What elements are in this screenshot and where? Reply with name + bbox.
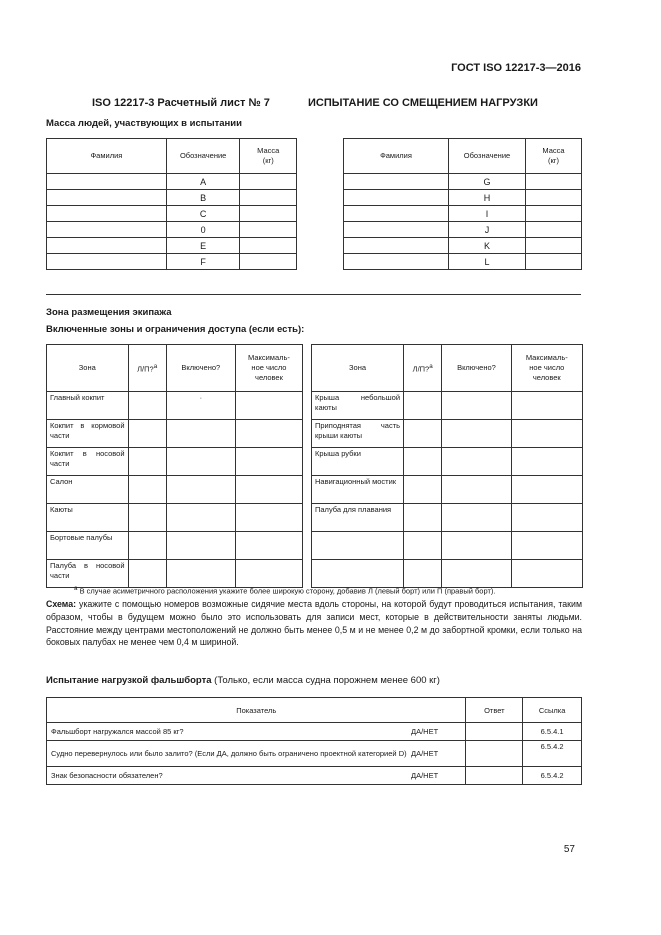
- lr-cell[interactable]: [404, 392, 442, 420]
- zone-cell: Каюты: [47, 504, 129, 532]
- table-row: [47, 741, 582, 767]
- included-cell[interactable]: [442, 420, 511, 448]
- table-row: [312, 560, 583, 588]
- zone-cell: Палуба для плавания: [312, 504, 404, 532]
- footnote: $^а$ В случае асиметричного расположения укажите более широкую сторону, добавив Л (левый борт) или П (правый борт).: [74, 585, 496, 596]
- table-row: [47, 532, 303, 560]
- included-cell[interactable]: [442, 504, 511, 532]
- max-cell[interactable]: [511, 532, 582, 560]
- table-row: [47, 222, 297, 238]
- col-zone: Зона: [312, 345, 404, 392]
- lr-cell[interactable]: [128, 420, 166, 448]
- mass-cell[interactable]: [240, 222, 297, 238]
- max-cell[interactable]: [511, 392, 582, 420]
- included-cell[interactable]: [442, 476, 511, 504]
- mass-cell[interactable]: [526, 222, 582, 238]
- lr-cell[interactable]: [128, 532, 166, 560]
- max-cell[interactable]: [235, 448, 302, 476]
- lr-cell[interactable]: [404, 532, 442, 560]
- mass-cell[interactable]: [240, 254, 297, 270]
- col-indicator: Показатель: [47, 698, 466, 723]
- lr-cell[interactable]: [404, 560, 442, 588]
- lr-cell[interactable]: [128, 504, 166, 532]
- mass-cell[interactable]: [240, 238, 297, 254]
- name-cell[interactable]: [344, 206, 449, 222]
- crew-subheading: Включенные зоны и ограничения доступа (если есть):: [46, 324, 305, 335]
- col-reference: Ссылка: [523, 698, 582, 723]
- max-cell[interactable]: [511, 504, 582, 532]
- table-row: [47, 174, 297, 190]
- section-divider: [46, 294, 581, 295]
- col-mass: Масса (кг): [240, 139, 297, 174]
- indicator-cell: Фальшборт нагружался массой 85 кг? ДА/НЕТ: [47, 723, 466, 741]
- lr-cell[interactable]: [404, 448, 442, 476]
- symbol-cell: J: [449, 222, 526, 238]
- zone-cell: Бортовые палубы: [47, 532, 129, 560]
- crew-heading: Зона размещения экипажа: [46, 307, 172, 318]
- sheet-title: ISO 12217-3 Расчетный лист № 7: [92, 97, 270, 109]
- reference-cell: 6.5.4.2: [523, 767, 582, 785]
- symbol-cell: I: [449, 206, 526, 222]
- reference-cell: 6.5.4.1: [523, 723, 582, 741]
- bulwark-heading: Испытание нагрузкой фальшборта (Только, если масса судна порожнем менее 600 кг): [46, 675, 440, 686]
- table-row: [47, 504, 303, 532]
- name-cell[interactable]: [344, 238, 449, 254]
- name-cell[interactable]: [344, 190, 449, 206]
- lr-cell[interactable]: [404, 476, 442, 504]
- table-row: [344, 206, 582, 222]
- col-included: Включено?: [442, 345, 511, 392]
- symbol-cell: K: [449, 238, 526, 254]
- schema-paragraph: Схема: укажите с помощью номеров возможные сидячие места вдоль стороны, на которой будут проводиться испытания, таким образом, чтобы в будущем можно было это использовать для записи мест, которые в действительности заняты людьми. Расстояние между центрами местоположений не должно быть менее 0,5 м и не менее 0,2 м до забортной кромки, если только на боковых палубах не менее чем 0,4 м шириной.: [46, 599, 582, 648]
- name-cell[interactable]: [47, 206, 167, 222]
- max-cell[interactable]: [235, 532, 302, 560]
- name-cell[interactable]: [47, 238, 167, 254]
- mass-heading: Масса людей, участвующих в испытании: [46, 118, 242, 129]
- zone-cell: Салон: [47, 476, 129, 504]
- included-cell[interactable]: [442, 448, 511, 476]
- col-symbol: Обозначение: [166, 139, 240, 174]
- table-row: [47, 392, 303, 420]
- table-row: [47, 723, 582, 741]
- answer-cell[interactable]: [466, 741, 523, 767]
- table-row: [47, 476, 303, 504]
- col-answer: Ответ: [466, 698, 523, 723]
- name-cell[interactable]: [47, 254, 167, 270]
- included-cell[interactable]: [166, 448, 235, 476]
- zone-cell: Палуба в носовой части: [47, 560, 129, 588]
- col-lr: Л/П?$^а$: [404, 345, 442, 392]
- table-row: [312, 420, 583, 448]
- max-cell[interactable]: [511, 476, 582, 504]
- name-cell[interactable]: [344, 174, 449, 190]
- table-row: [47, 206, 297, 222]
- mass-cell[interactable]: [240, 190, 297, 206]
- mass-table-left: [46, 138, 297, 270]
- name-cell[interactable]: [344, 254, 449, 270]
- mass-cell[interactable]: [526, 254, 582, 270]
- zone-cell: Крыша рубки: [312, 448, 404, 476]
- name-cell[interactable]: [47, 174, 167, 190]
- table-row: [47, 420, 303, 448]
- mass-table-right: [343, 138, 582, 270]
- table-row: [344, 254, 582, 270]
- included-cell[interactable]: ·: [166, 392, 235, 420]
- zone-cell: [312, 560, 404, 588]
- included-cell[interactable]: [166, 420, 235, 448]
- max-cell[interactable]: [511, 420, 582, 448]
- symbol-cell: H: [449, 190, 526, 206]
- answer-cell[interactable]: [466, 723, 523, 741]
- indicator-cell: Судно перевернулось или было залито? (Если ДА, должно быть ограничено проектной категорией D) ДА/НЕТ: [47, 741, 466, 767]
- included-cell[interactable]: [166, 476, 235, 504]
- symbol-cell: C: [166, 206, 240, 222]
- mass-cell[interactable]: [240, 206, 297, 222]
- bulwark-table: [46, 697, 582, 785]
- mass-cell[interactable]: [526, 238, 582, 254]
- col-max-people: Максималь- ное число человек: [511, 345, 582, 392]
- test-title: ИСПЫТАНИЕ СО СМЕЩЕНИЕМ НАГРУЗКИ: [308, 97, 538, 109]
- included-cell[interactable]: [166, 504, 235, 532]
- symbol-cell: E: [166, 238, 240, 254]
- included-cell[interactable]: [442, 532, 511, 560]
- zone-cell: Навигационный мостик: [312, 476, 404, 504]
- table-row: [47, 448, 303, 476]
- zone-cell: [312, 532, 404, 560]
- zones-table-right: [311, 344, 583, 588]
- max-cell[interactable]: [511, 560, 582, 588]
- included-cell[interactable]: [442, 560, 511, 588]
- table-row: [344, 174, 582, 190]
- table-row: [47, 254, 297, 270]
- symbol-cell: L: [449, 254, 526, 270]
- symbol-cell: F: [166, 254, 240, 270]
- max-cell[interactable]: [235, 476, 302, 504]
- zone-cell: Главный кокпит: [47, 392, 129, 420]
- lr-cell[interactable]: [404, 504, 442, 532]
- max-cell[interactable]: [235, 560, 302, 588]
- document-header: ГОСТ ISO 12217-3—2016: [451, 62, 581, 74]
- col-name: Фамилия: [47, 139, 167, 174]
- answer-cell[interactable]: [466, 767, 523, 785]
- col-included: Включено?: [166, 345, 235, 392]
- symbol-cell: 0: [166, 222, 240, 238]
- included-cell[interactable]: [442, 392, 511, 420]
- max-cell[interactable]: [235, 504, 302, 532]
- table-row: [312, 476, 583, 504]
- reference-cell: 6.5.4.2: [523, 741, 582, 767]
- lr-cell[interactable]: [128, 392, 166, 420]
- symbol-cell: A: [166, 174, 240, 190]
- symbol-cell: G: [449, 174, 526, 190]
- lr-cell[interactable]: [128, 560, 166, 588]
- lr-cell[interactable]: [128, 476, 166, 504]
- zones-table-left: [46, 344, 303, 588]
- mass-cell[interactable]: [526, 206, 582, 222]
- table-row: [312, 448, 583, 476]
- max-cell[interactable]: [235, 420, 302, 448]
- table-row: [47, 238, 297, 254]
- table-row: [47, 767, 582, 785]
- symbol-cell: B: [166, 190, 240, 206]
- zone-cell: Кокпит в кормовой части: [47, 420, 129, 448]
- table-row: [47, 190, 297, 206]
- table-row: [344, 222, 582, 238]
- table-row: [47, 560, 303, 588]
- lr-cell[interactable]: [128, 448, 166, 476]
- included-cell[interactable]: [166, 560, 235, 588]
- mass-cell[interactable]: [240, 174, 297, 190]
- col-zone: Зона: [47, 345, 129, 392]
- col-max-people: Максималь- ное число человек: [235, 345, 302, 392]
- table-row: [312, 532, 583, 560]
- col-symbol: Обозначение: [449, 139, 526, 174]
- table-row: [312, 392, 583, 420]
- max-cell[interactable]: [235, 392, 302, 420]
- zone-cell: Кокпит в носовой части: [47, 448, 129, 476]
- table-row: [312, 504, 583, 532]
- lr-cell[interactable]: [404, 420, 442, 448]
- zone-cell: Приподнятая часть крыши каюты: [312, 420, 404, 448]
- name-cell[interactable]: [47, 190, 167, 206]
- table-row: [344, 190, 582, 206]
- table-row: [344, 238, 582, 254]
- col-mass: Масса (кг): [526, 139, 582, 174]
- name-cell[interactable]: [344, 222, 449, 238]
- mass-cell[interactable]: [526, 190, 582, 206]
- col-lr: Л/П?$^а$: [128, 345, 166, 392]
- indicator-cell: Знак безопасности обязателен? ДА/НЕТ: [47, 767, 466, 785]
- zone-cell: Крыша небольшой каюты: [312, 392, 404, 420]
- name-cell[interactable]: [47, 222, 167, 238]
- col-name: Фамилия: [344, 139, 449, 174]
- mass-cell[interactable]: [526, 174, 582, 190]
- page-number: 57: [563, 844, 575, 855]
- max-cell[interactable]: [511, 448, 582, 476]
- included-cell[interactable]: [166, 532, 235, 560]
